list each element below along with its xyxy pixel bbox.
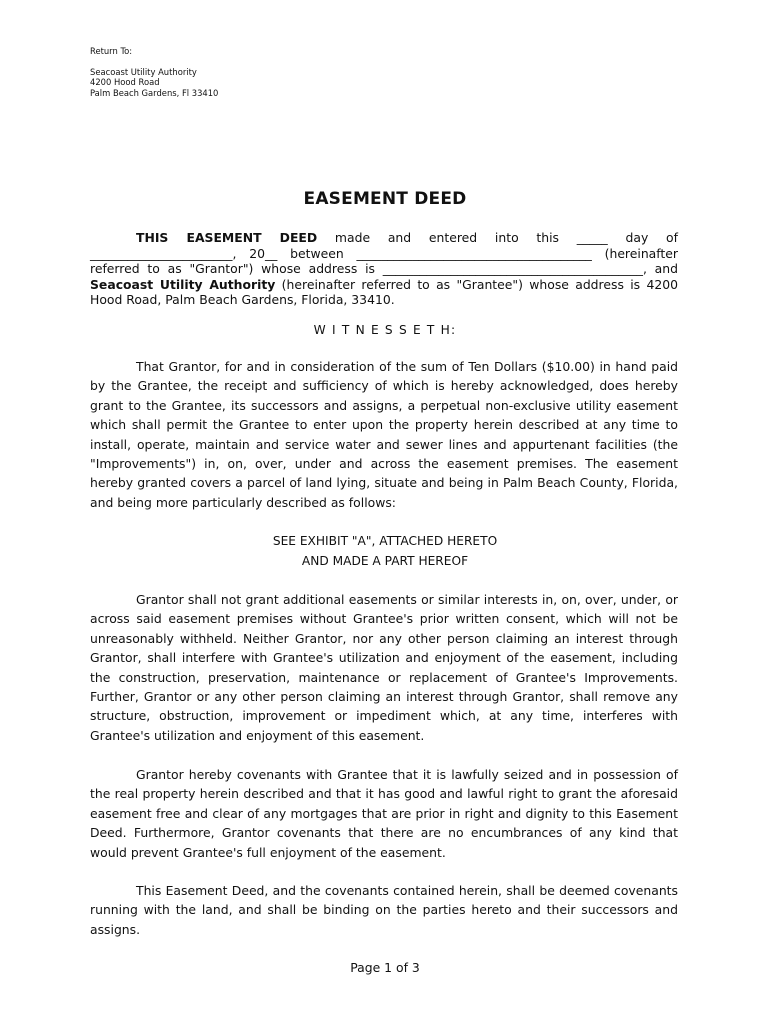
exhibit-line-2: AND MADE A PART HEREOF — [301, 553, 469, 568]
paragraph-restrictions — [90, 590, 678, 745]
document-title: EASEMENT DEED — [303, 189, 467, 209]
paragraph-1-text: That Grantor, for and in consideration of the sum of Ten Dollars ($10.00) in hand paid by the Grantee, the receipt and sufficiency of which is hereby acknowledged, does hereby grant to the Grantee, its successors and assigns, a perpetual non-exclusive utility easement which shall permit the Grantee to enter upon the property herein described at any time to install, operate, maintain and service water and sewer lines and appurtenant facilities (the "Improvements") in, on, over, under and across the easement premises. The easement hereby granted covers a parcel of land lying, situate and being in Palm Beach County, Florida, and being more particularly described as follows: — [90, 359, 678, 510]
intro-bold-lead: THIS EASEMENT DEED — [136, 230, 318, 245]
paragraph-3-text: Grantor hereby covenants with Grantee that it is lawfully seized and in possession of the real property herein described and that it has good and lawful right to grant the aforesaid easement free and clear of any mortgages that are prior in right and dignity to this Easement Deed. Furthermore, Grantor covenants that there are no encumbrances of any kind that would prevent Grantee's full enjoyment of the easement. — [90, 767, 678, 860]
intro-text-1: made and entered into this _____ day of _______________________, 20__ between ______________________________________ (hereinafter referred to as "Grantor") whose address is __________________________________________, and — [90, 230, 678, 276]
page-number: Page 1 of 3 — [350, 960, 420, 975]
paragraph-2-text: Grantor shall not grant additional easements or similar interests in, on, over, under, or across said easement premises without Grantee's prior written consent, which will not be unreasonably withheld. Neither Grantor, nor any other person claiming an interest through Grantor, shall interfere with Grantee's utilization and enjoyment of the easement, including the construction, preservation, maintenance or replacement of Grantee's Improvements. Further, Grantor or any other person claiming an interest through Grantor, shall remove any structure, obstruction, improvement or impediment which, at any time, interferes with Grantee's utilization and enjoyment of this easement. — [90, 592, 678, 743]
paragraph-running-with-land — [90, 881, 678, 939]
exhibit-reference — [0, 532, 770, 571]
paragraph-4-text: This Easement Deed, and the covenants contained herein, shall be deemed covenants running with the land, and shall be binding on the parties hereto and their successors and assigns. — [90, 883, 678, 937]
intro-bold-grantee: Seacoast Utility Authority — [90, 276, 276, 292]
intro-paragraph — [90, 230, 678, 308]
intro-text-2: (hereinafter referred to as "Grantee") whose address is 4200 Hood Road, Palm Beach Gardens, Florida, 33410. — [90, 276, 678, 307]
return-address-block — [90, 46, 218, 98]
paragraph-covenants — [90, 765, 678, 862]
return-name: Seacoast Utility Authority — [90, 66, 197, 77]
return-to-label: Return To: — [90, 46, 133, 56]
return-address-line1: 4200 Hood Road — [90, 77, 160, 88]
witnesseth-heading: W I T N E S S E T H: — [313, 323, 457, 337]
paragraph-consideration — [90, 357, 678, 512]
exhibit-line-1: SEE EXHIBIT "A", ATTACHED HERETO — [272, 534, 498, 548]
return-address-line2: Palm Beach Gardens, Fl 33410 — [90, 87, 219, 98]
